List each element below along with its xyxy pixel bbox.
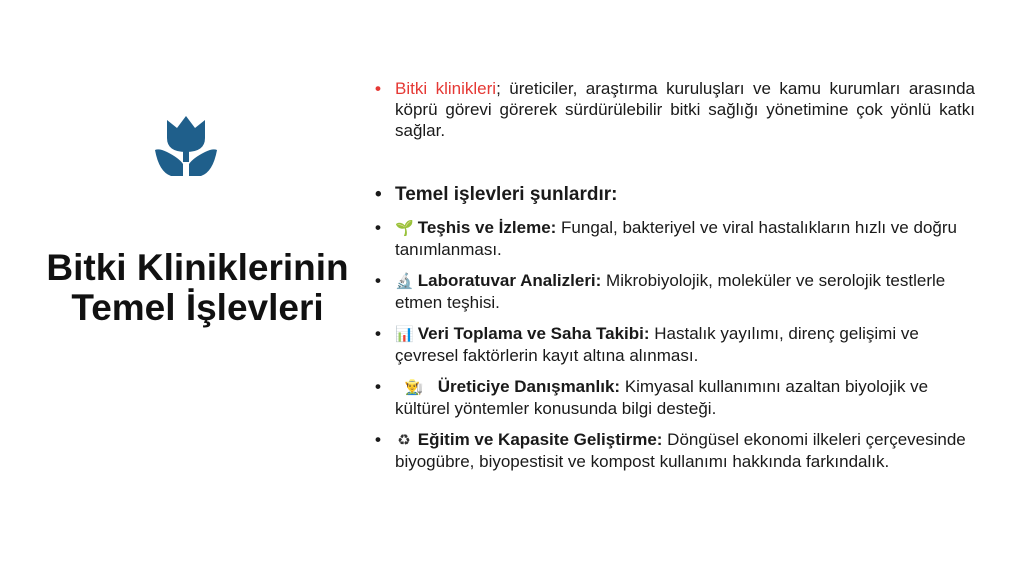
list-item-data-collection (375, 323, 975, 366)
intro-highlight: Bitki klinikleri (395, 79, 497, 98)
slide-title (20, 248, 375, 328)
microscope-icon: 🔬 (395, 272, 414, 290)
intro-text: ; üreticiler, araştırma kuruluşları ve kamu kurumları arasında köprü görevi görerek sürdürülebilir bitki sağlığı yönetimine çok yönlü katkı sağlar. (395, 79, 975, 140)
content-panel (375, 78, 975, 472)
tulip-icon (153, 112, 219, 180)
functions-heading (375, 183, 975, 207)
item-text: Kimyasal kullanımını azaltan biyolojik ve kültürel yöntemler konusunda bilgi desteği. (395, 377, 929, 418)
item-text: Mikrobiyolojik, moleküler ve serolojik testlerle etmen teşhisi. (395, 271, 946, 312)
item-text: Döngüsel ekonomi ilkeleri çerçevesinde biyogübre, biyopestisit ve kompost kullanımı hakkında farkındalık. (395, 430, 966, 471)
bullet-dot: • (375, 271, 381, 290)
list-item-education (375, 429, 975, 472)
recycle-icon: ♻ (397, 431, 411, 449)
title-line-2: Temel İşlevleri (71, 287, 324, 328)
item-label: Veri Toplama ve Saha Takibi: (417, 324, 650, 343)
list-item-consulting (375, 376, 975, 419)
title-panel (0, 0, 395, 572)
intro-bullet (375, 78, 975, 141)
farmer-icon: 👨‍🌾 (404, 378, 424, 396)
item-label: Teşhis ve İzleme: (417, 218, 557, 237)
bullet-dot: • (375, 430, 381, 449)
item-text: Fungal, bakteriyel ve viral hastalıkların hızlı ve doğru tanımlanması. (395, 218, 957, 259)
chart-icon: 📊 (395, 325, 414, 343)
item-label: Eğitim ve Kapasite Geliştirme: (417, 430, 663, 449)
item-label: Laboratuvar Analizleri: (417, 271, 602, 290)
item-label: Üreticiye Danışmanlık: (437, 377, 621, 396)
bullet-dot: • (375, 218, 381, 237)
bullet-dot: • (375, 377, 381, 396)
title-line-1: Bitki Kliniklerinin (46, 247, 349, 288)
bullet-dot: • (375, 184, 382, 205)
functions-heading-text: Temel işlevleri şunlardır: (395, 184, 618, 205)
seedling-icon: 🌱 (395, 219, 414, 237)
list-item-lab-analysis (375, 270, 975, 313)
bullet-dot: • (375, 79, 381, 98)
bullet-dot: • (375, 324, 381, 343)
item-text: Hastalık yayılımı, direnç gelişimi ve çevresel faktörlerin kayıt altına alınması. (395, 324, 919, 365)
list-item-diagnosis (375, 217, 975, 260)
